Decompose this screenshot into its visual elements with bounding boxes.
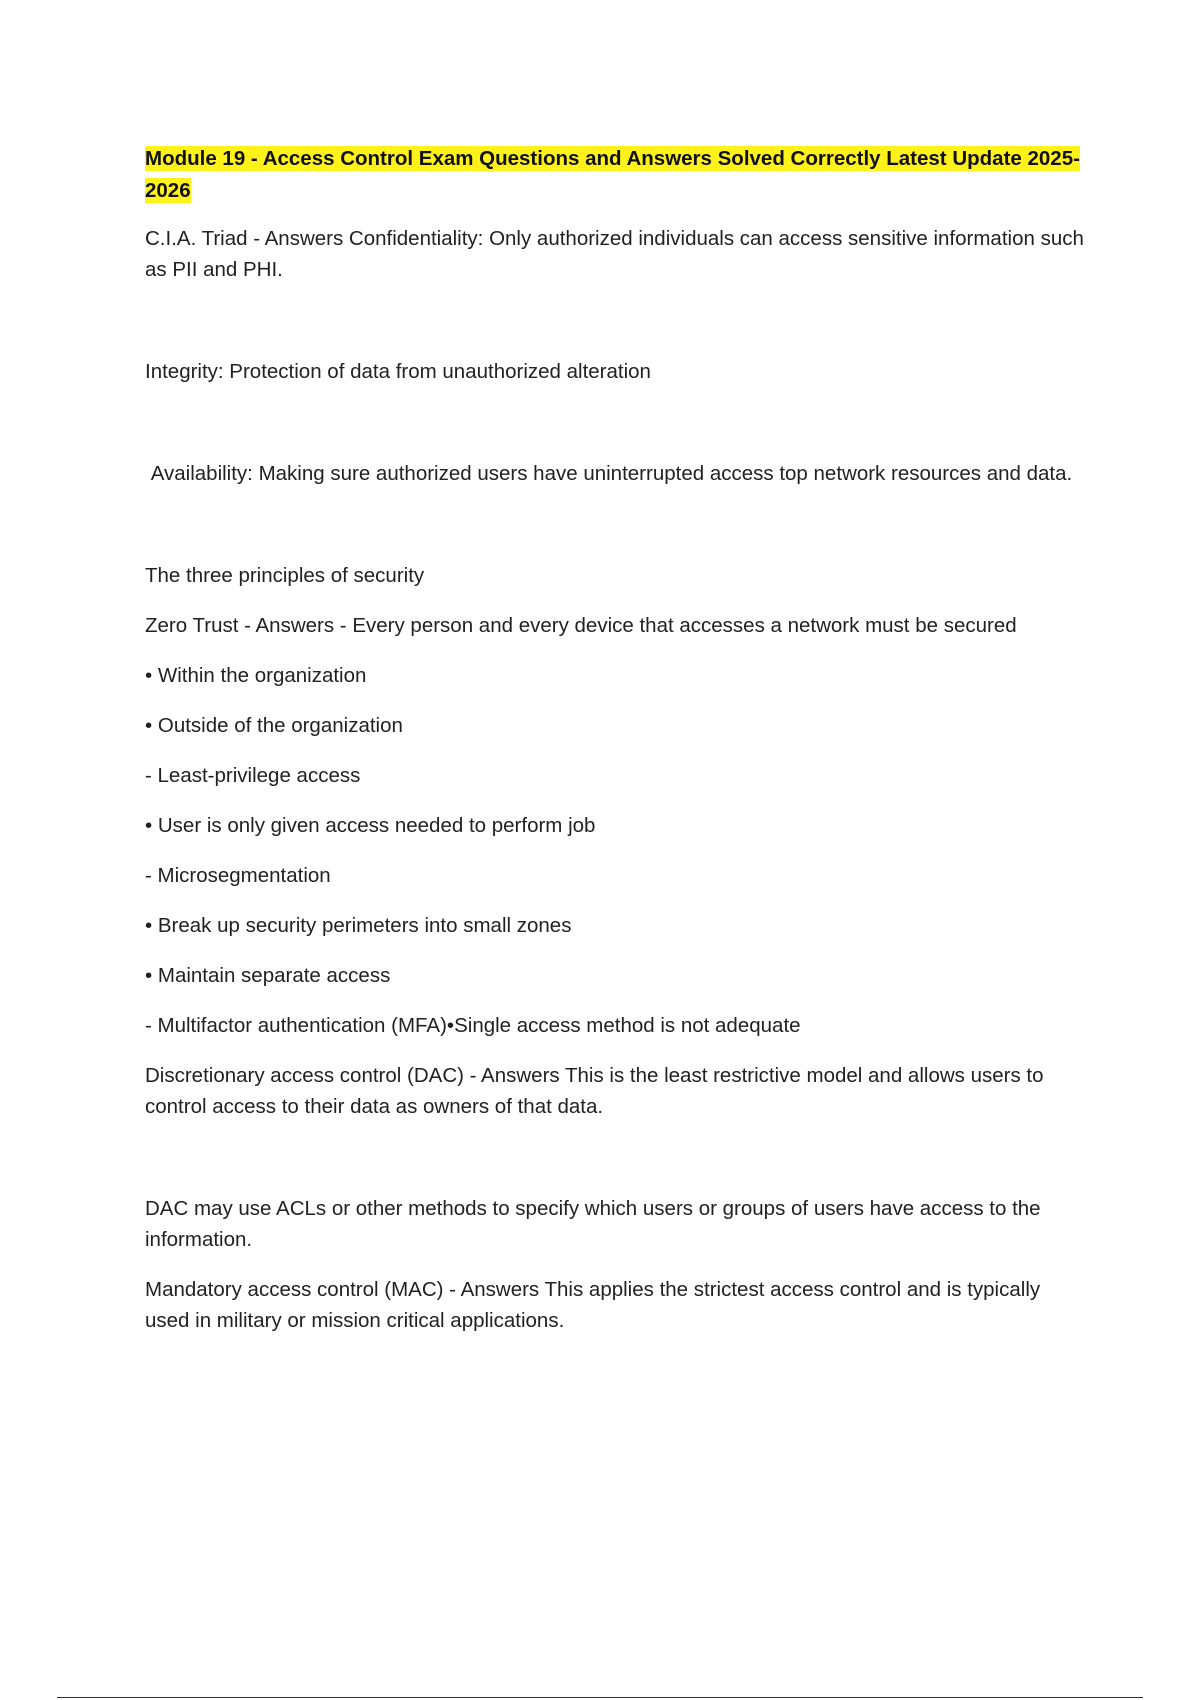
document-body	[145, 143, 1090, 1336]
title-highlight: Module 19 - Access Control Exam Questions and Answers Solved Correctly Latest Update 2025-2026	[145, 147, 1080, 202]
list-item: - Microsegmentation	[145, 864, 331, 887]
list-item: - Multifactor authentication (MFA)•Single access method is not adequate	[145, 1014, 801, 1037]
paragraph-integrity: Integrity: Protection of data from unauthorized alteration	[145, 360, 651, 383]
paragraph-three-principles: The three principles of security	[145, 564, 425, 587]
paragraph-availability: Availability: Making sure authorized users have uninterrupted access top network resources and data.	[145, 462, 1073, 485]
paragraph-zero-trust: Zero Trust - Answers - Every person and every device that accesses a network must be secured	[145, 614, 1017, 637]
list-item: • Maintain separate access	[145, 964, 391, 987]
list-item: • User is only given access needed to perform job	[145, 814, 596, 837]
list-item: • Outside of the organization	[145, 714, 403, 737]
document-title	[145, 143, 1090, 207]
page-bottom-rule	[57, 1697, 1143, 1698]
paragraph-cia-triad: C.I.A. Triad - Answers Confidentiality: Only authorized individuals can access sensitive information such as PII and PHI.	[145, 227, 1084, 281]
list-item: • Within the organization	[145, 664, 367, 687]
list-item: - Least-privilege access	[145, 764, 361, 787]
paragraph-dac: Discretionary access control (DAC) - Answers This is the least restrictive model and allows users to control access to their data as owners of that data.	[145, 1064, 1044, 1118]
paragraph-mac: Mandatory access control (MAC) - Answers This applies the strictest access control and is typically used in military or mission critical applications.	[145, 1278, 1041, 1332]
paragraph-dac-acls: DAC may use ACLs or other methods to specify which users or groups of users have access to the information.	[145, 1197, 1041, 1251]
list-item: • Break up security perimeters into small zones	[145, 914, 572, 937]
